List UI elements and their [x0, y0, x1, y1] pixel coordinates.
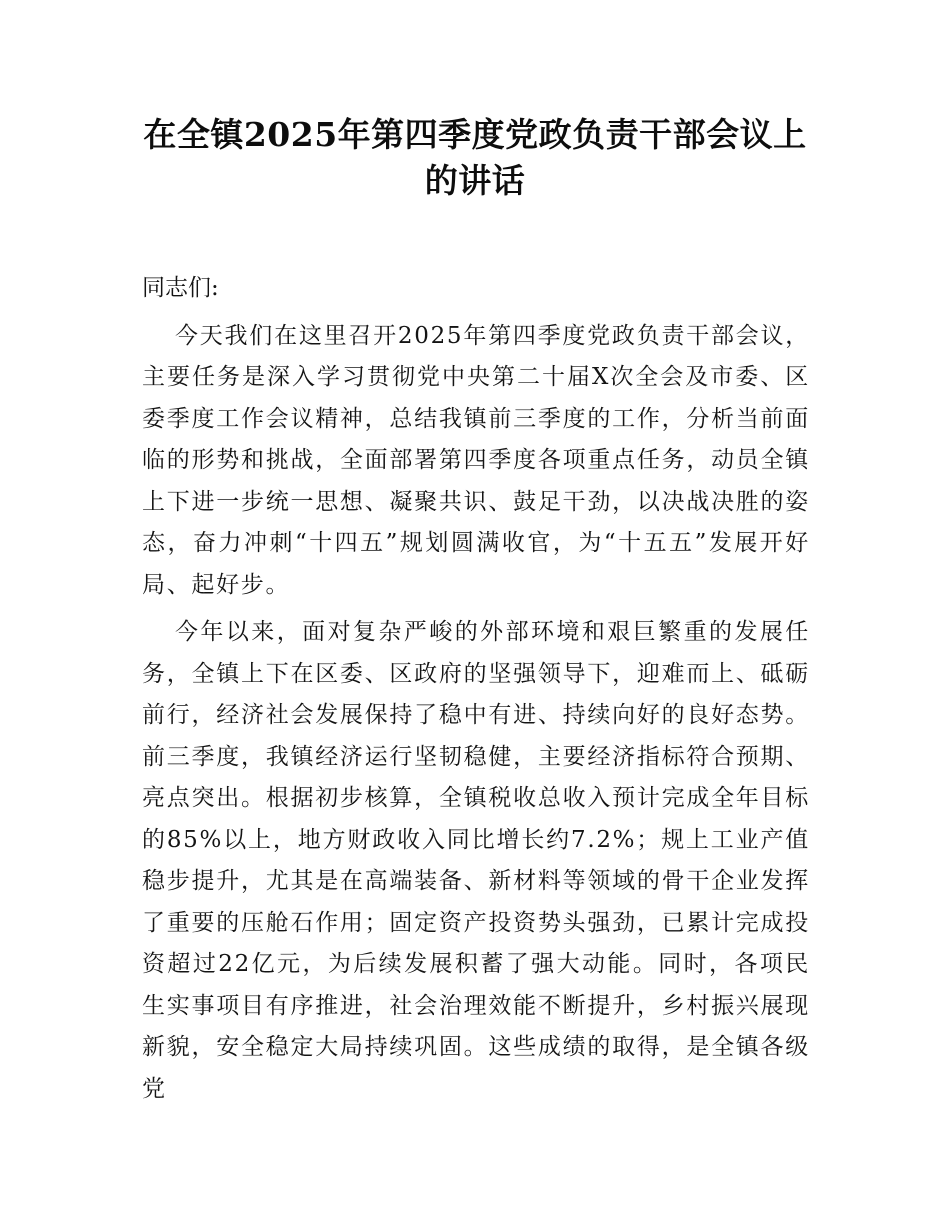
paragraph-opening: 今天我们在这里召开2025年第四季度党政负责干部会议，主要任务是深入学习贯彻党中央第二十届X次全会及市委、区委季度工作会议精神，总结我镇前三季度的工作，分析当前面临的形势和挑战，全面部署第四季度各项重点任务，动员全镇上下进一步统一思想、凝聚共识、鼓足干劲，以决战决胜的姿态，奋力冲刺“十四五”规划圆满收官，为“十五五”发展开好局、起好步。: [142, 322, 810, 598]
salutation: 同志们:: [142, 275, 219, 301]
title-line-1: 在全镇2025年第四季度党政负责干部会议上: [143, 115, 807, 154]
document-title: [120, 112, 830, 204]
title-line-2: 的讲话: [424, 161, 526, 200]
document-body: [142, 268, 810, 1116]
paragraph-review: 今年以来，面对复杂严峻的外部环境和艰巨繁重的发展任务，全镇上下在区委、区政府的坚强领导下，迎难而上、砥砺前行，经济社会发展保持了稳中有进、持续向好的良好态势。前三季度，我镇经济运行坚韧稳健，主要经济指标符合预期、亮点突出。根据初步核算，全镇税收总收入预计完成全年目标的85%以上，地方财政收入同比增长约7.2%；规上工业产值稳步提升，尤其是在高端装备、新材料等领域的骨干企业发挥了重要的压舱石作用；固定资产投资势头强劲，已累计完成投资超过22亿元，为后续发展积蓄了强大动能。同时，各项民生实事项目有序推进，社会治理效能不断提升，乡村振兴展现新貌，安全稳定大局持续巩固。这些成绩的取得，是全镇各级党: [142, 619, 810, 1102]
